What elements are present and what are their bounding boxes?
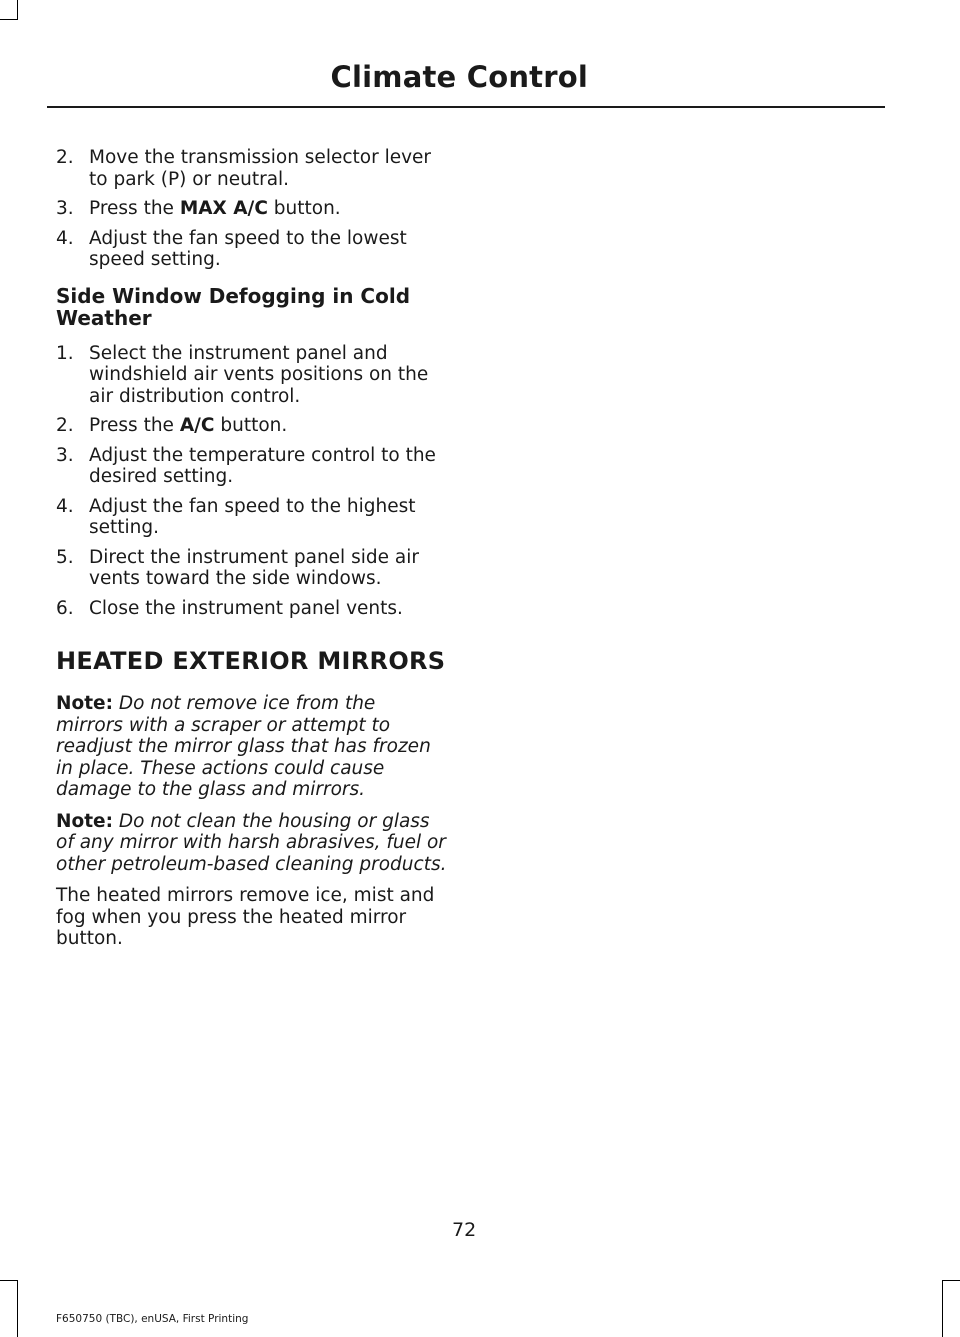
- steps-list-a: [56, 147, 448, 271]
- body-paragraph: The heated mirrors remove ice, mist and fog when you press the heated mirror button.: [56, 885, 435, 949]
- note: Note: Do not clean the housing or glass of any mirror with harsh abrasives, fuel or other petroleum-based cleaning products.: [56, 810, 447, 875]
- list-item: 2. Move the transmission selector lever to park (P) or neutral.: [56, 147, 432, 190]
- crop-mark-bottom-left: [17, 1280, 18, 1337]
- crop-mark-bottom-left: [0, 1280, 18, 1281]
- crop-mark-top-left: [0, 19, 18, 20]
- footer-text: F650750 (TBC), enUSA, First Printing: [56, 1313, 249, 1325]
- list-item: 5. Direct the instrument panel side air vents toward the side windows.: [56, 546, 419, 589]
- crop-mark-bottom-right: [942, 1280, 943, 1337]
- list-item: 2. Press the A/C button.: [56, 415, 288, 436]
- crop-mark-top-left: [17, 0, 18, 20]
- list-item: 4. Adjust the fan speed to the highest setting.: [56, 495, 416, 538]
- list-item: 4. Adjust the fan speed to the lowest speed setting.: [56, 227, 407, 270]
- list-item: 3. Press the MAX A/C button.: [56, 198, 341, 219]
- page-number: 72: [452, 1219, 477, 1241]
- steps-list-b: [56, 343, 448, 620]
- subsection-heading: Side Window Defogging in Cold Weather: [56, 283, 411, 330]
- content-column: [56, 147, 448, 950]
- list-item: 3. Adjust the temperature control to the desired setting.: [56, 444, 436, 487]
- header-divider: [47, 106, 885, 108]
- list-item: 6. Close the instrument panel vents.: [56, 597, 403, 619]
- page-title: Climate Control: [330, 60, 588, 94]
- note: Note: Do not remove ice from the mirrors with a scraper or attempt to readjust the mirror glass that has frozen in place. These actions could cause damage to the glass and mirrors.: [56, 693, 431, 800]
- section-heading: HEATED EXTERIOR MIRRORS: [56, 647, 446, 675]
- list-item: 1. Select the instrument panel and windshield air vents positions on the air distribution control.: [56, 342, 429, 407]
- crop-mark-bottom-right: [942, 1280, 960, 1281]
